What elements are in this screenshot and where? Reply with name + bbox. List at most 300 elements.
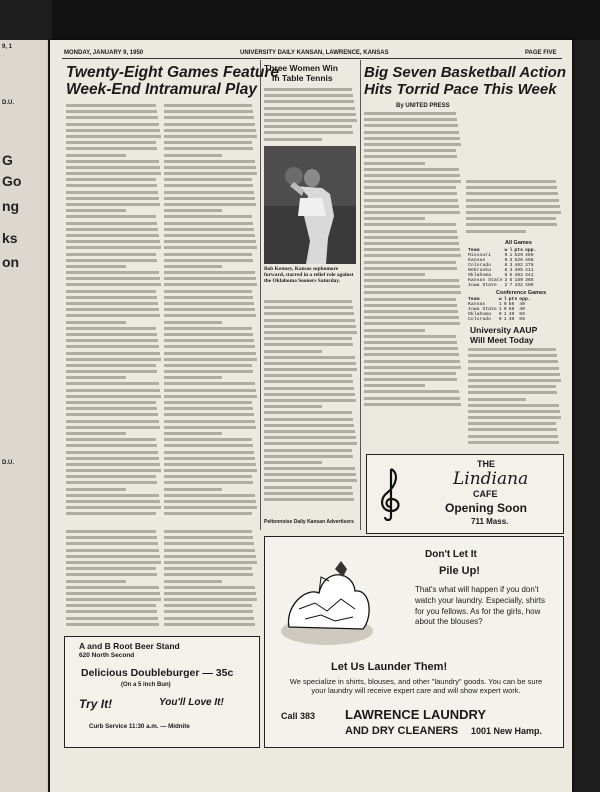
strip-fragment: G (2, 152, 13, 168)
text-line (66, 358, 161, 361)
text-line (164, 129, 256, 132)
text-line (164, 277, 256, 280)
standings-cell: 56 (508, 302, 515, 308)
standings-cell: Kansas (468, 302, 486, 308)
photo-caption: Bob Kenney, Kansas sophomore forward, starred in a relief role against the Oklahoma Sooners Saturday. (264, 266, 354, 285)
text-line (164, 370, 253, 373)
text-line (364, 186, 456, 189)
standings-cell: 3 (509, 263, 513, 269)
text-line (164, 438, 252, 441)
laundry-cta: Let Us Launder Them! (331, 661, 448, 673)
text-line (66, 444, 157, 447)
text-line (364, 316, 459, 319)
standings-col-header: pts (508, 297, 518, 302)
strip-fragment: D.U. (2, 460, 14, 466)
text-line (66, 271, 159, 274)
text-line (66, 530, 156, 533)
text-line (164, 457, 255, 460)
text-line (66, 623, 159, 626)
text-line (164, 426, 256, 429)
text-line (164, 234, 255, 237)
text-line (66, 506, 161, 509)
text-line (466, 205, 560, 208)
text-line (66, 407, 157, 410)
strip-fragment: 9, 1 (2, 44, 13, 50)
laundry-body: That's what will happen if you don't watch your laundry. Especially, shirts for you fellows. As for the girls, how about the blouses? (415, 585, 545, 627)
text-line (364, 143, 461, 146)
text-line (164, 296, 253, 299)
strip-fragment: D.U. (2, 100, 14, 106)
text-line (66, 549, 159, 552)
special-sub: (On a 5 inch Bun) (121, 682, 171, 688)
text-line (66, 401, 156, 404)
aaup-headline-2: Will Meet Today (470, 335, 534, 345)
text-line (164, 352, 256, 355)
conference-title: Conference Games (496, 290, 547, 296)
text-line (66, 222, 157, 225)
text-line (264, 486, 352, 489)
text-line (264, 113, 356, 116)
text-line (66, 246, 161, 249)
text-line (164, 463, 256, 466)
standings-cell: 406 (524, 283, 534, 289)
root-beer-ad (64, 636, 260, 748)
text-line (164, 203, 256, 206)
text-line (66, 265, 126, 268)
column-rule (260, 60, 261, 530)
standings-col-header: l (509, 248, 513, 253)
laundry-ad (264, 536, 564, 748)
standings-cell: 189 (514, 278, 523, 284)
text-line (66, 178, 156, 181)
text-line (264, 368, 357, 371)
standings-cell: Nebraska (468, 268, 492, 274)
text-line (466, 199, 559, 202)
text-line (364, 174, 460, 177)
issue-date: MONDAY, JANUARY 9, 1950 (64, 50, 144, 56)
text-line (164, 123, 255, 126)
text-line (66, 234, 159, 237)
text-line (468, 416, 561, 419)
standings-cell: 0 (498, 312, 502, 318)
text-line (264, 479, 357, 482)
standings-cell: Colorado (468, 263, 492, 269)
text-line (164, 481, 253, 484)
text-line (364, 366, 461, 369)
text-line (468, 348, 556, 351)
text-line (468, 360, 558, 363)
text-line (164, 500, 256, 503)
text-line (164, 147, 253, 150)
text-line (164, 555, 256, 558)
laundry-pile-illustration (275, 547, 379, 651)
basketball-column-2 (466, 180, 562, 238)
text-line (264, 356, 355, 359)
text-line (364, 403, 461, 406)
text-line (164, 240, 256, 243)
text-line (164, 358, 257, 361)
standings-cell: 40 (519, 302, 525, 308)
text-line (164, 339, 254, 342)
text-line (164, 116, 254, 119)
text-line (66, 370, 157, 373)
intramural-tail-2 (164, 530, 258, 630)
text-line (164, 172, 257, 175)
standings-cell: 1 (509, 253, 513, 259)
text-line (164, 314, 256, 317)
text-line (164, 209, 222, 212)
text-line (66, 604, 156, 607)
text-line (66, 573, 157, 576)
text-line (66, 463, 160, 466)
text-line (66, 203, 160, 206)
text-line (66, 617, 158, 620)
text-line (164, 364, 252, 367)
text-line (66, 494, 159, 497)
text-line (66, 321, 126, 324)
text-line (164, 512, 252, 515)
text-line (164, 345, 255, 348)
text-line (164, 271, 255, 274)
text-line (66, 259, 157, 262)
text-line (264, 100, 354, 103)
standings-cell: 1 (503, 317, 507, 323)
text-line (66, 104, 156, 107)
text-line (364, 261, 456, 264)
text-line (66, 129, 160, 132)
text-line (364, 112, 456, 115)
text-line (364, 168, 459, 171)
all-games-title: All Games (505, 240, 532, 246)
basketball-column-1 (364, 112, 462, 412)
text-line (264, 331, 357, 334)
text-line (364, 372, 456, 375)
text-line (66, 542, 158, 545)
laundry-name-1: LAWRENCE LAUNDRY (345, 707, 487, 722)
text-line (264, 337, 352, 340)
text-line (66, 296, 157, 299)
text-line (364, 205, 459, 208)
text-line (364, 211, 460, 214)
intramural-headline-1: Twenty-Eight Games Feature (66, 64, 280, 81)
cafe-opening: Opening Soon (445, 501, 527, 515)
text-line (164, 265, 222, 268)
text-line (264, 107, 355, 110)
text-line (66, 592, 160, 595)
standings-col-header: Team (468, 248, 480, 253)
text-line (264, 405, 322, 408)
text-line (66, 451, 158, 454)
text-line (66, 469, 161, 472)
text-line (364, 267, 457, 270)
standings-cell: 3 (509, 268, 513, 274)
strip-fragment: on (2, 254, 20, 270)
text-line (66, 555, 160, 558)
text-line (66, 457, 159, 460)
text-line (164, 327, 252, 330)
basketball-headline-2: Hits Torrid Pace This Week (364, 81, 557, 98)
text-line (164, 197, 255, 200)
text-line (164, 444, 253, 447)
stand-address: 620 North Second (79, 652, 135, 659)
text-line (364, 285, 460, 288)
text-line (66, 395, 161, 398)
intramural-tail-1 (66, 530, 162, 630)
text-line (364, 230, 457, 233)
text-line (264, 424, 354, 427)
text-line (66, 345, 159, 348)
text-line (164, 610, 253, 613)
text-line (164, 506, 257, 509)
text-line (66, 290, 156, 293)
text-line (66, 586, 159, 589)
text-line (364, 347, 458, 350)
text-line (264, 473, 356, 476)
text-line (66, 160, 159, 163)
standings-col-header: opp. (519, 297, 531, 302)
standings-cell: Oklahoma (468, 273, 492, 279)
text-line (66, 123, 159, 126)
text-line (364, 242, 459, 245)
text-line (264, 131, 353, 134)
standings-cell: 1 (498, 302, 502, 308)
text-line (364, 248, 460, 251)
text-line (264, 350, 322, 353)
text-line (66, 481, 157, 484)
text-line (66, 610, 157, 613)
text-line (264, 325, 356, 328)
text-line (264, 362, 356, 365)
tennis-text-continued (264, 300, 358, 510)
text-line (468, 354, 557, 357)
text-line (66, 426, 160, 429)
text-line (66, 339, 158, 342)
text-line (468, 373, 560, 376)
all-games-standings (468, 248, 538, 288)
text-line (468, 385, 556, 388)
intramural-headline-2: Week-End Intramural Play (66, 81, 257, 98)
text-line (66, 172, 161, 175)
standings-cell: 0 (503, 307, 507, 313)
basketball-headline-1: Big Seven Basketball Action (364, 64, 567, 81)
text-line (66, 376, 126, 379)
standings-cell: 378 (524, 263, 534, 269)
text-line (66, 191, 158, 194)
text-line (364, 254, 461, 257)
standings-cell: 0 (503, 302, 507, 308)
byline: By UNITED PRESS (396, 103, 450, 109)
tennis-text (264, 88, 358, 144)
standings-cell: 462 (514, 263, 523, 269)
text-line (164, 580, 222, 583)
text-line (468, 441, 559, 444)
text-line (264, 418, 353, 421)
text-line (164, 542, 254, 545)
text-line (164, 573, 253, 576)
text-line (66, 432, 126, 435)
text-line (364, 360, 460, 363)
laundry-name-2: AND DRY CLEANERS (345, 725, 459, 737)
standings-cell: 9 (504, 253, 508, 259)
laundry-address: 1001 New Hamp. (471, 726, 543, 736)
text-line (264, 467, 355, 470)
text-line (364, 291, 461, 294)
cafe-ad (366, 454, 564, 534)
text-line (164, 191, 254, 194)
text-line (164, 401, 252, 404)
standings-cell: 1 (503, 312, 507, 318)
conference-standings (468, 297, 533, 322)
text-line (66, 302, 158, 305)
text-line (264, 300, 352, 303)
text-line (364, 192, 457, 195)
text-line (264, 312, 354, 315)
text-line (164, 283, 257, 286)
text-line (466, 230, 526, 233)
text-line (164, 469, 257, 472)
standings-cell: 0 (498, 317, 502, 323)
stand-name: A and B Root Beer Stand (79, 641, 180, 651)
standings-cell: 1 (498, 307, 502, 313)
standings-cell: 9 (504, 258, 508, 264)
text-line (364, 353, 459, 356)
text-line (66, 215, 156, 218)
standings-cell: 365 (524, 278, 534, 284)
text-line (364, 236, 458, 239)
text-line (264, 455, 353, 458)
text-line (164, 215, 252, 218)
standings-cell: Missouri (468, 253, 492, 259)
standings-cell: 6 (509, 278, 513, 284)
text-line (66, 277, 160, 280)
text-line (364, 298, 456, 301)
tennis-headline-2: In Table Tennis (272, 73, 333, 83)
text-line (364, 162, 425, 165)
text-line (164, 302, 254, 305)
text-line (164, 395, 257, 398)
text-line (164, 389, 256, 392)
intramural-column-1 (66, 104, 162, 524)
text-line (468, 404, 559, 407)
text-line (364, 273, 425, 276)
laundry-title-1: Don't Let It (425, 549, 477, 560)
page-number: PAGE FIVE (525, 50, 557, 56)
text-line (466, 192, 558, 195)
text-line (164, 561, 257, 564)
text-line (264, 399, 356, 402)
text-line (66, 475, 156, 478)
intramural-column-2 (164, 104, 258, 524)
laundry-phone: Call 383 (281, 711, 316, 721)
text-line (164, 451, 254, 454)
text-line (66, 240, 160, 243)
aaup-headline-1: University AAUP (470, 325, 538, 335)
standings-cell: 3 (504, 278, 508, 284)
text-line (468, 367, 559, 370)
text-line (264, 461, 322, 464)
text-line (364, 118, 457, 121)
text-line (364, 137, 460, 140)
cafe-address: 711 Mass. (471, 517, 509, 526)
text-line (264, 430, 355, 433)
text-line (364, 149, 456, 152)
text-line (364, 131, 459, 134)
text-line (264, 498, 354, 501)
text-line (164, 592, 256, 595)
text-line (364, 217, 425, 220)
standings-col-header: l (503, 297, 507, 302)
standings-cell: Iowa State (468, 283, 497, 289)
sheet (50, 40, 572, 792)
cafe-the: THE (477, 459, 495, 469)
text-line (164, 617, 254, 620)
text-line (66, 500, 160, 503)
standings-cell: 7 (509, 283, 513, 289)
try-it: Try It! (79, 697, 113, 711)
standings-cell: 411 (524, 268, 534, 274)
hours: Curb Service 11:30 a.m. — Midnite (89, 723, 190, 730)
standings-cell: 3 (509, 258, 513, 264)
text-line (264, 343, 353, 346)
text-line (66, 536, 157, 539)
laundry-detail: We specialize in shirts, blouses, and other "laundry" goods. You can be sure your laundry will receive expert care and will show expert work. (289, 677, 543, 696)
text-line (164, 290, 252, 293)
text-line (468, 391, 557, 394)
text-line (66, 488, 126, 491)
standings-cell: 432 (514, 283, 523, 289)
text-line (164, 321, 222, 324)
text-line (468, 379, 561, 382)
text-line (66, 166, 160, 169)
special-line: Delicious Doubleburger — 35c (81, 667, 234, 679)
text-line (66, 283, 161, 286)
standings-cell: 58 (519, 317, 525, 323)
text-line (164, 253, 252, 256)
standings-cell: Oklahoma (468, 312, 492, 318)
text-line (364, 199, 458, 202)
text-line (66, 413, 158, 416)
text-line (164, 246, 257, 249)
text-line (264, 449, 352, 452)
text-line (264, 492, 353, 495)
aaup-text (468, 348, 562, 452)
tennis-headline-1: Three Women Win (264, 63, 338, 73)
text-line (264, 442, 357, 445)
text-line (164, 166, 256, 169)
standings-col-header: opp. (524, 248, 537, 253)
text-line (66, 364, 156, 367)
strip-fragment: ks (2, 230, 18, 246)
standings-cell: 40 (508, 317, 515, 323)
text-line (164, 407, 253, 410)
text-line (66, 253, 156, 256)
text-line (364, 335, 456, 338)
text-line (164, 110, 253, 113)
text-line (164, 259, 253, 262)
text-line (164, 567, 252, 570)
text-line (66, 327, 156, 330)
text-line (264, 88, 352, 91)
text-line (466, 217, 556, 220)
standings-cell: 458 (524, 258, 534, 264)
text-line (264, 94, 353, 97)
standings-row (468, 317, 533, 322)
text-line (364, 310, 458, 313)
text-line (164, 475, 252, 478)
text-line (164, 184, 253, 187)
text-line (264, 374, 352, 377)
text-line (164, 382, 255, 385)
